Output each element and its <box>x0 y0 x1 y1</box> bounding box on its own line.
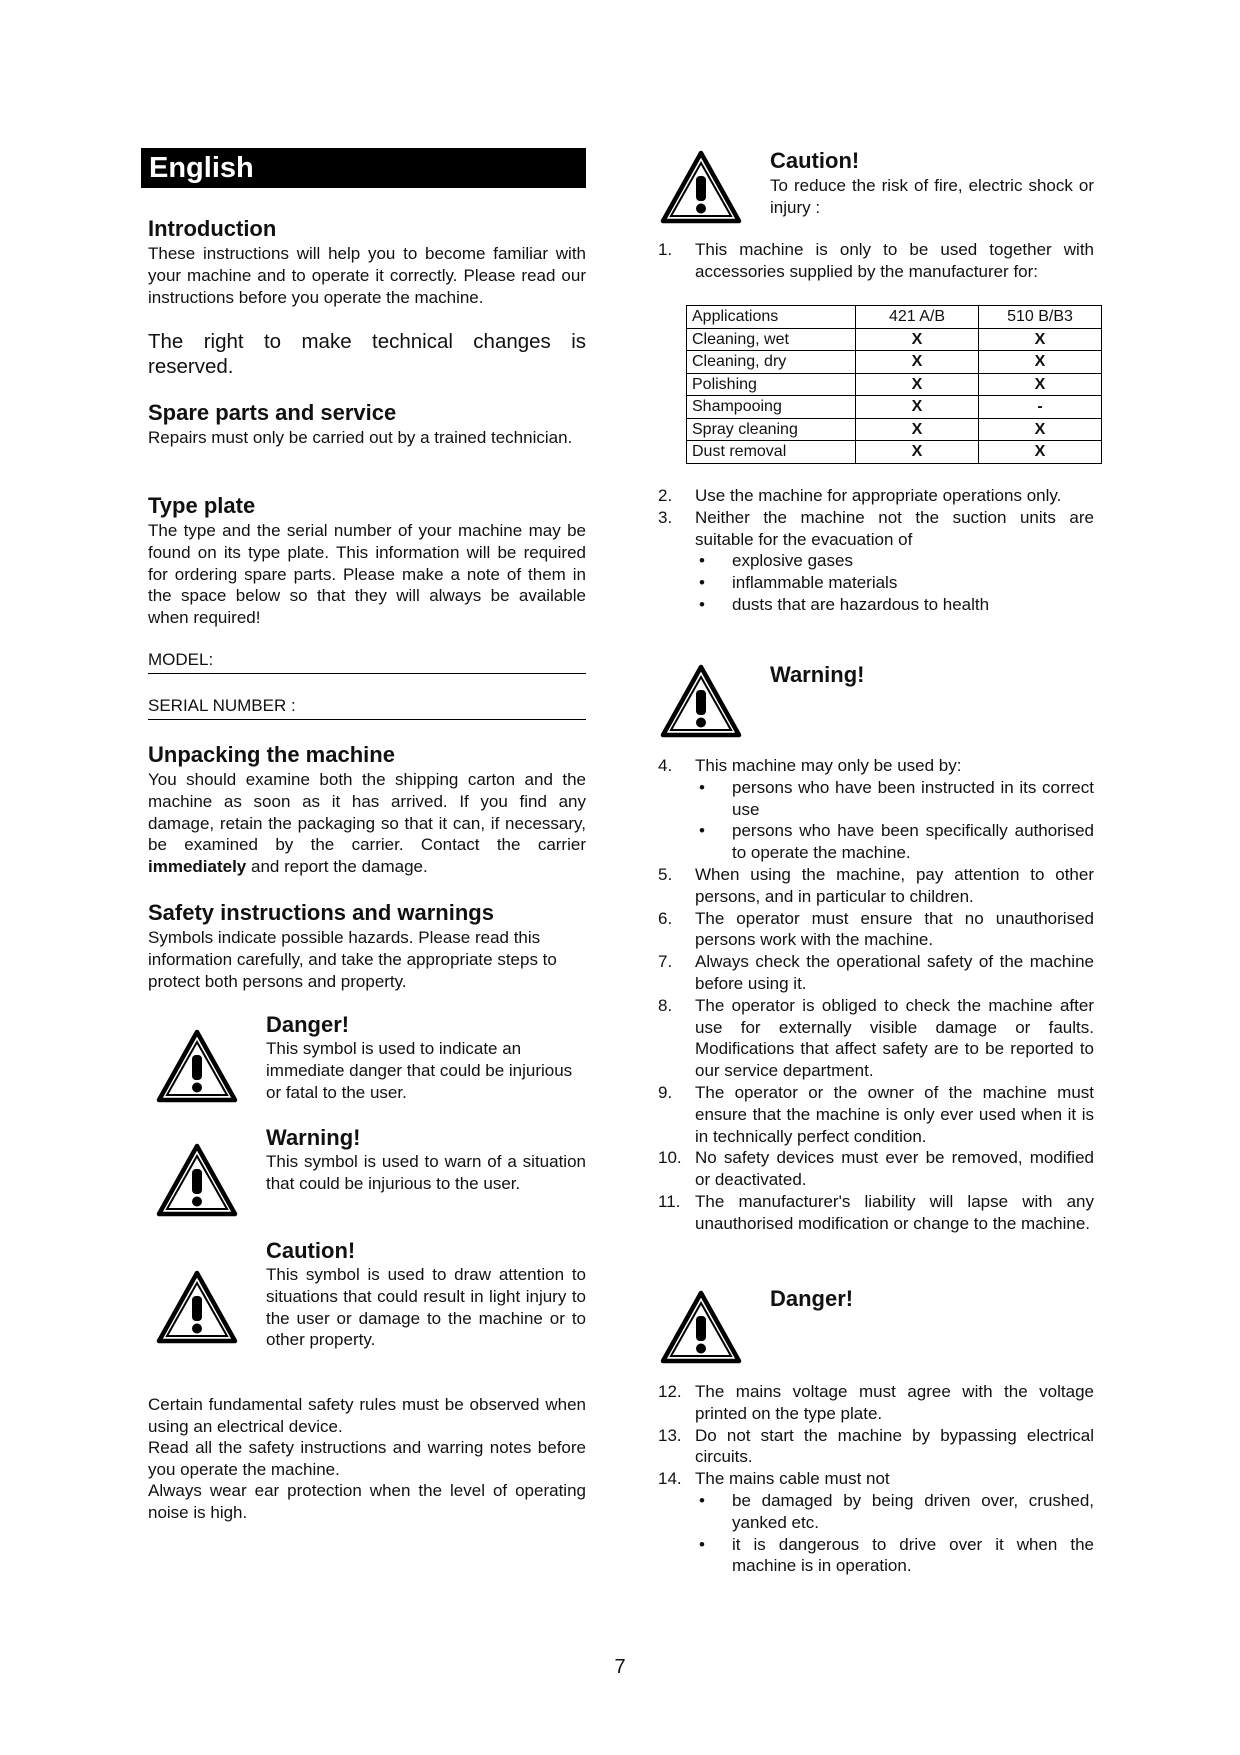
table-cell: Shampooing <box>687 396 856 419</box>
table-cell: Cleaning, wet <box>687 328 856 351</box>
table-row <box>687 418 1102 441</box>
list-item <box>658 239 1094 283</box>
table-header: 510 B/B3 <box>979 306 1102 329</box>
fundamental-rule-2: Read all the safety instructions and warring notes before you operate the machine. <box>148 1438 586 1479</box>
bullet-text: persons who have been specifically authorised to operate the machine. <box>732 821 1094 863</box>
list-item <box>658 995 1094 1082</box>
bullet-list <box>695 1490 1094 1577</box>
caution-heading: Caution! <box>266 1238 356 1263</box>
fundamental-rule-1: Certain fundamental safety rules must be observed when using an electrical device. <box>148 1395 586 1436</box>
list-number: 8. <box>658 995 673 1015</box>
bullet-icon: • <box>699 1534 705 1554</box>
list-number: 1. <box>658 240 673 259</box>
bullet-icon: • <box>699 777 705 797</box>
model-field <box>148 649 586 674</box>
table-header-row <box>687 306 1102 329</box>
list-text: Do not start the machine by bypassing electrical circuits. <box>695 1425 1094 1467</box>
unpacking-text-a: You should examine both the shipping carton and the machine as soon as it has arrived. If you find any damage, retain the packaging so that it can, if necessary, be examined by the carrier. Contact the carrier <box>148 770 586 855</box>
warning-triangle-icon <box>156 1029 238 1103</box>
list-number: 14. <box>658 1469 682 1489</box>
bullet-item <box>695 820 1094 864</box>
table-cell: X <box>979 351 1102 374</box>
danger-heading-right: Danger! <box>770 1286 854 1311</box>
list-number: 7. <box>658 952 673 972</box>
bullet-icon: • <box>699 551 705 571</box>
table-cell: Polishing <box>687 373 856 396</box>
bullet-icon: • <box>699 821 705 841</box>
list-item <box>658 908 1094 952</box>
list-text: This machine may only be used by: <box>695 756 962 775</box>
bullet-item <box>695 572 1094 594</box>
list-text: The operator or the owner of the machine must ensure that the machine is only ever used when it is in technically perfect condition. <box>695 1082 1094 1146</box>
table-row <box>687 373 1102 396</box>
caution-text-right: To reduce the risk of fire, electric shock or injury : <box>770 176 1094 217</box>
type-plate-text: The type and the serial number of your machine may be found on its type plate. This information will be required for ordering spare parts. Please make a note of them in the space below so that they will always be available when required! <box>148 521 586 628</box>
serial-field <box>148 695 586 720</box>
bullet-text: persons who have been instructed in its correct use <box>732 777 1094 819</box>
serial-label: SERIAL NUMBER : <box>148 696 296 715</box>
table-cell: X <box>856 328 979 351</box>
list-text: The mains cable must not <box>695 1469 890 1489</box>
table-cell: - <box>979 396 1102 419</box>
warning-triangle-icon <box>660 1290 742 1364</box>
numbered-list-part-2 <box>658 485 1094 616</box>
warning-text: This symbol is used to warn of a situation that could be injurious to the user. <box>266 1152 586 1193</box>
list-number: 3. <box>658 507 673 527</box>
list-text: Neither the machine not the suction units are suitable for the evacuation of <box>695 507 1094 549</box>
intro-text: These instructions will help you to become familiar with your machine and to operate it correctly. Please read our instructions before you operate the machine. <box>148 244 586 307</box>
page-number: 7 <box>614 1656 626 1678</box>
table-cell: Spray cleaning <box>687 418 856 441</box>
list-text: This machine is only to be used together with accessories supplied by the manufacturer for: <box>695 240 1094 281</box>
bullet-text: explosive gases <box>732 551 853 571</box>
list-item <box>658 1147 1094 1191</box>
bullet-text: it is dangerous to drive over it when the machine is in operation. <box>732 1534 1094 1576</box>
list-item <box>658 485 1094 507</box>
numbered-list-part-1 <box>658 239 1094 283</box>
safety-text: Symbols indicate possible hazards. Please read this information carefully, and take the appropriate steps to protect both persons and property. <box>148 928 557 991</box>
bullet-text: inflammable materials <box>732 573 898 593</box>
table-cell: X <box>979 328 1102 351</box>
table-cell: X <box>856 441 979 464</box>
table-cell: X <box>979 441 1102 464</box>
table-row <box>687 351 1102 374</box>
bullet-item <box>695 777 1094 821</box>
bullet-item <box>695 594 1094 616</box>
list-number: 9. <box>658 1082 673 1102</box>
list-item <box>658 1468 1094 1577</box>
list-item <box>658 755 1094 864</box>
applications-table <box>686 305 1102 464</box>
list-number: 10. <box>658 1148 682 1168</box>
bullet-icon: • <box>699 1490 705 1510</box>
list-number: 13. <box>658 1425 682 1445</box>
table-cell: X <box>979 418 1102 441</box>
bullet-text: dusts that are hazardous to health <box>732 594 990 614</box>
list-text: Use the machine for appropriate operations only. <box>695 486 1062 505</box>
fundamental-rule-3: Always wear ear protection when the level of operating noise is high. <box>148 1481 586 1522</box>
list-text: When using the machine, pay attention to other persons, and in particular to children. <box>695 864 1094 906</box>
warning-heading: Warning! <box>266 1125 361 1150</box>
danger-heading: Danger! <box>266 1012 350 1037</box>
bullet-icon: • <box>699 594 705 614</box>
table-header: 421 A/B <box>856 306 979 329</box>
list-item <box>658 1082 1094 1147</box>
list-number: 6. <box>658 908 673 928</box>
list-item <box>658 1425 1094 1469</box>
list-text: The operator is obliged to check the machine after use for externally visible damage or faults. Modifications that affect safety are to be reported to our service department. <box>695 995 1094 1081</box>
bullet-icon: • <box>699 573 705 593</box>
table-cell: Dust removal <box>687 441 856 464</box>
unpacking-heading: Unpacking the machine <box>148 742 395 767</box>
list-item <box>658 507 1094 616</box>
table-row <box>687 441 1102 464</box>
warning-triangle-icon <box>156 1143 238 1217</box>
list-number: 11. <box>658 1191 681 1211</box>
type-plate-heading: Type plate <box>148 493 256 518</box>
table-cell: X <box>856 351 979 374</box>
warning-triangle-icon <box>156 1270 238 1344</box>
danger-text: This symbol is used to indicate an immediate danger that could be injurious or fatal to the user. <box>266 1039 573 1102</box>
bullet-list <box>695 777 1094 864</box>
list-text: Always check the operational safety of the machine before using it. <box>695 952 1094 993</box>
list-number: 12. <box>658 1382 682 1401</box>
table-cell: Cleaning, dry <box>687 351 856 374</box>
bullet-item <box>695 1534 1094 1578</box>
bullet-item <box>695 550 1094 572</box>
table-cell: X <box>979 373 1102 396</box>
unpacking-text-b: and report the damage. <box>246 857 428 877</box>
list-number: 5. <box>658 864 673 884</box>
model-label: MODEL: <box>148 650 214 669</box>
list-item <box>658 951 1094 995</box>
spare-text: Repairs must only be carried out by a trained technician. <box>148 428 573 447</box>
numbered-list-part-3 <box>658 755 1094 1235</box>
intro-heading: Introduction <box>148 216 277 241</box>
list-number: 2. <box>658 486 673 505</box>
warning-heading-right: Warning! <box>770 662 865 687</box>
unpacking-text <box>148 769 586 878</box>
list-item <box>658 864 1094 908</box>
caution-text: This symbol is used to draw attention to situations that could result in light injury to the user or damage to the machine or to other property. <box>266 1265 586 1350</box>
table-cell: X <box>856 396 979 419</box>
list-text: The manufacturer's liability will lapse with any unauthorised modification or change to the machine. <box>695 1191 1094 1233</box>
spare-heading: Spare parts and service <box>148 400 397 425</box>
bullet-item <box>695 1490 1094 1534</box>
table-row <box>687 328 1102 351</box>
bullet-text: be damaged by being driven over, crushed, yanked etc. <box>732 1490 1094 1532</box>
caution-heading-right: Caution! <box>770 148 860 173</box>
unpacking-text-bold: immediately <box>148 857 247 877</box>
table-cell: X <box>856 418 979 441</box>
warning-triangle-icon <box>660 664 742 738</box>
warning-triangle-icon <box>660 150 742 224</box>
list-number: 4. <box>658 756 673 775</box>
list-text: The operator must ensure that no unauthorised persons work with the machine. <box>695 908 1094 950</box>
safety-heading: Safety instructions and warnings <box>148 900 494 925</box>
reserved-text: The right to make technical changes is reserved. <box>148 330 586 378</box>
list-item <box>658 1191 1094 1235</box>
language-heading: English <box>141 148 586 188</box>
table-header: Applications <box>687 306 856 329</box>
table-row <box>687 396 1102 419</box>
bullet-list <box>658 550 1094 615</box>
table-cell: X <box>856 373 979 396</box>
list-text: No safety devices must ever be removed, modified or deactivated. <box>695 1148 1094 1190</box>
list-item <box>658 1381 1094 1425</box>
numbered-list-part-4 <box>658 1381 1094 1577</box>
list-text: The mains voltage must agree with the voltage printed on the type plate. <box>695 1382 1094 1423</box>
